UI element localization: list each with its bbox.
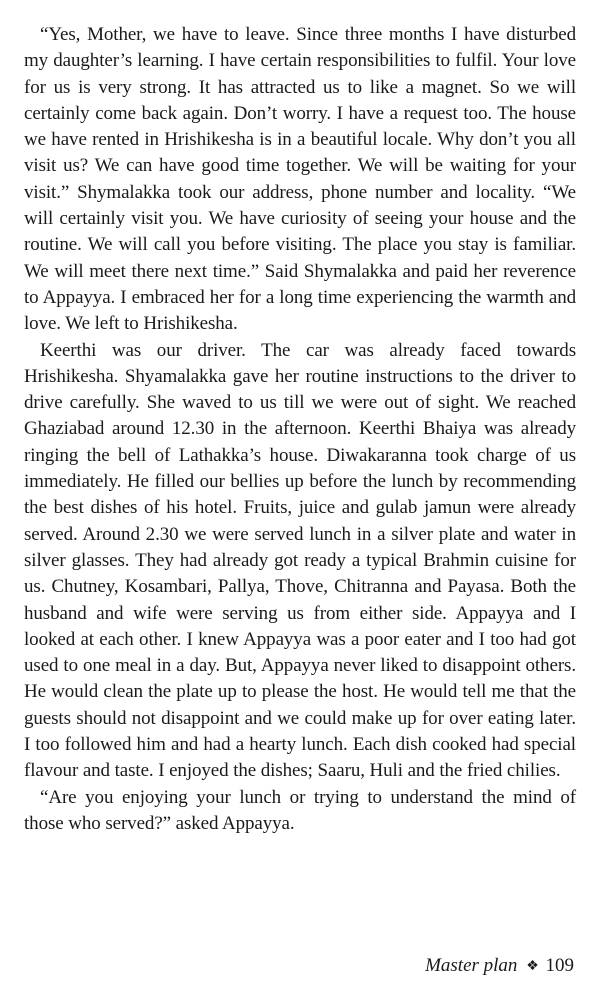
paragraph-2: Keerthi was our driver. The car was already faced towards Hrishikesha. Shyamalakka gave her routine instructions to the driver to drive carefully. She waved to us till we were out of sight. We reached Ghaziabad around 12.30 in the afternoon. Keerthi Bhaiya was already ringing the bell of Lathakka’s house. Diwakaranna took charge of us immediately. He filled our bellies up before the lunch by recommending the best dishes of his hotel. Fruits, juice and gulab jamun were already served. Around 2.30 we were served lunch in a silver plate and water in silver glasses. They had already got ready a typical Brahmin cuisine for us. Chutney, Kosambari, Pallya, Thove, Chitranna and Payasa. Both the husband and wife were serving us from either side. Appayya and I looked at each other. I knew Appayya was a poor eater and I too had got used to one meal in a day. But, Appayya never liked to disappoint others. He would clean the plate up to please the host. He would tell me that the guests should not disappoint and we could make up for over eating later. I too followed him and had a hearty lunch. Each dish cooked had special flavour and taste. I enjoyed the dishes; Saaru, Huli and the fried chilies. <box>24 339 576 782</box>
running-title: Master plan <box>425 955 518 976</box>
paragraph-1: “Yes, Mother, we have to leave. Since three months I have disturbed my daughter’s learning. I have certain responsibilities to fulfil. Your love for us is very strong. It has attracted us to like a magnet. So we will certainly come back again. Don’t worry. I have a request too. The house we have rented in Hrishikesha is in a beautiful locale. Why don’t you all visit us? We can have good time together. We will be waiting for your visit.” Shymalakka took our address, phone number and locality. “We will certainly visit you. We have curiosity of seeing your house and the routine. We will call you before visiting. The place you stay is familiar. We will meet there next time.” Said Shymalakka and paid her reverence to Appayya. I embraced her for a long time experiencing the warmth and love. We left to Hrishikesha. <box>24 24 576 335</box>
page-number: 109 <box>545 955 574 976</box>
page-body <box>24 22 576 837</box>
page-footer <box>425 955 574 977</box>
diamond-ornament-icon: ❖ <box>526 959 539 974</box>
paragraph-3: “Are you enjoying your lunch or trying to understand the mind of those who served?” asked Appayya. <box>24 786 576 834</box>
